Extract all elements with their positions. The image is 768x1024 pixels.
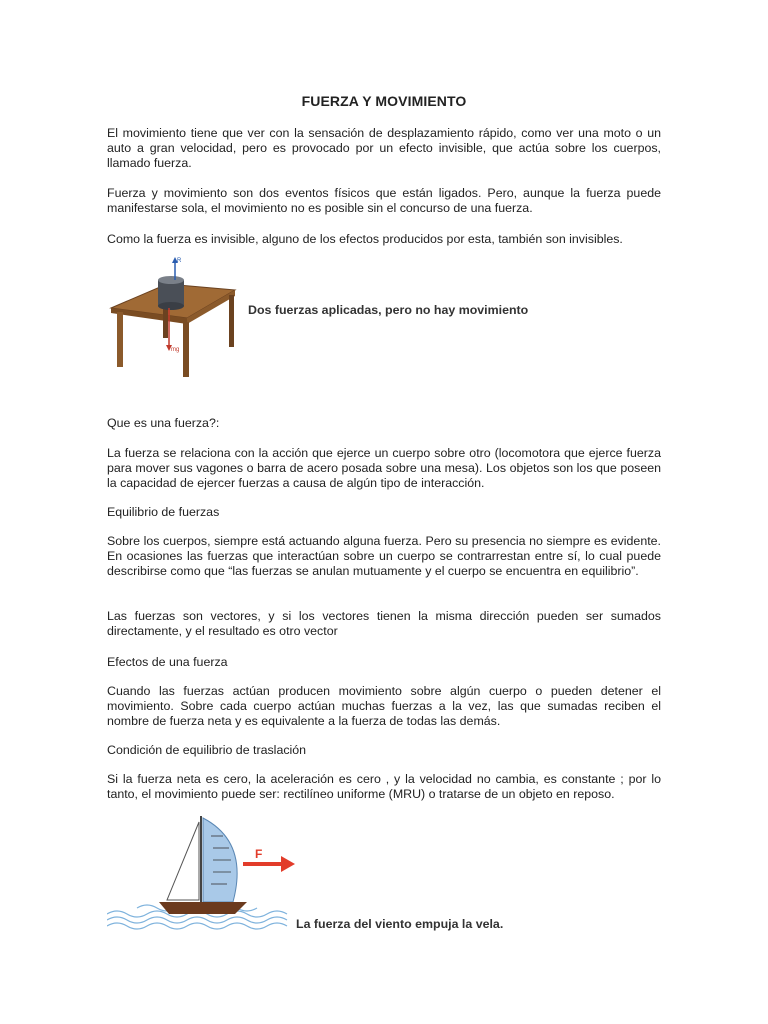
paragraph-definicion: La fuerza se relaciona con la acción que ejerce un cuerpo sobre otro (locomotora que ejerce fuerza para mover sus vagones o barra de acero posada sobre una mesa). Los objetos son los que poseen la capacidad de ejercer fuerzas a causa de algún tipo de interacción. bbox=[107, 446, 661, 490]
weight-force-label: mg bbox=[171, 347, 180, 353]
heading-condicion: Condición de equilibrio de traslación bbox=[107, 743, 307, 757]
heading-efectos: Efectos de una fuerza bbox=[107, 655, 228, 669]
force-label: F bbox=[255, 847, 263, 861]
paragraph-condicion: Si la fuerza neta es cero, la aceleración es cero , y la velocidad no cambia, es constante ; por lo tanto, el movimiento puede ser: rectilíneo uniforme (MRU) o tratarse de un objeto en reposo. bbox=[107, 772, 661, 801]
heading-equilibrio: Equilibrio de fuerzas bbox=[107, 505, 220, 519]
table-leg bbox=[117, 312, 123, 367]
boat-hull bbox=[159, 902, 247, 914]
paragraph-efectos: Cuando las fuerzas actúan producen movimiento sobre algún cuerpo o pueden detener el movimiento. Sobre cada cuerpo actúan muchas fuerzas a la vez, las que sumadas reciben el nombre de fuerza neta y es equivalente a la fuerza de todas las demás. bbox=[107, 684, 661, 728]
table-leg bbox=[183, 322, 189, 377]
paragraph-intro: El movimiento tiene que ver con la sensación de desplazamiento rápido, como ver una moto o un auto a gran velocidad, pero es provocado por un efecto invisible, que actúa sobre los cuerpos, llamado fuerza. bbox=[107, 126, 661, 170]
paragraph-vectores: Las fuerzas son vectores, y si los vectores tienen la misma dirección pueden ser sumados directamente, y el resultado es otro vector bbox=[107, 609, 661, 638]
paragraph-fuerza-movimiento: Fuerza y movimiento son dos eventos físicos que están ligados. Pero, aunque la fuerza puede manifestarse sola, el movimiento no es posible sin el concurso de una fuerza. bbox=[107, 186, 661, 215]
sailboat-figure-caption: La fuerza del viento empuja la vela. bbox=[296, 917, 504, 931]
jib-sail bbox=[167, 822, 199, 900]
normal-force-label: R bbox=[177, 258, 182, 264]
paragraph-equilibrio: Sobre los cuerpos, siempre está actuando alguna fuerza. Pero su presencia no siempre es evidente. En ocasiones las fuerzas que interactúan sobre un cuerpo se contrarrestan entre sí, lo cual puede describirse como que “las fuerzas se anulan mutuamente y el cuerpo se encuentra en equilibrio”. bbox=[107, 534, 661, 578]
page-title: FUERZA Y MOVIMIENTO bbox=[301, 93, 467, 109]
table-leg bbox=[229, 295, 234, 347]
heading-que-es-fuerza: Que es una fuerza?: bbox=[107, 416, 220, 430]
cylinder-top bbox=[158, 276, 184, 284]
table-force-figure bbox=[107, 250, 239, 382]
table-figure-caption: Dos fuerzas aplicadas, pero no hay movimiento bbox=[248, 303, 529, 317]
sailboat-figure bbox=[107, 814, 297, 932]
paragraph-invisible: Como la fuerza es invisible, alguno de los efectos producidos por esta, también son invisibles. bbox=[107, 232, 623, 246]
